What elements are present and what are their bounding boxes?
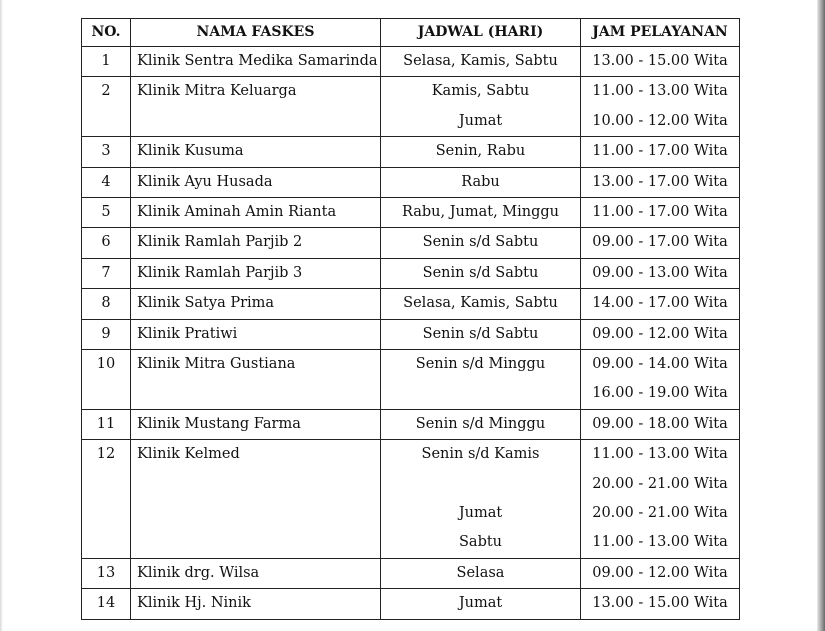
row-number: 1: [82, 47, 131, 77]
hour-line: 14.00 - 17.00 Wita: [592, 295, 728, 312]
hour-line: 13.00 - 15.00 Wita: [592, 53, 728, 69]
page-edge-left: [0, 0, 3, 631]
schedule-days: [381, 137, 581, 167]
facility-name: Klinik Mustang Farma: [131, 409, 381, 439]
schedule-table: [81, 18, 740, 620]
schedule-days: [381, 409, 581, 439]
service-hours: [581, 589, 740, 619]
schedule-days: [381, 440, 581, 559]
hour-line: 09.00 - 12.00 Wita: [592, 325, 728, 342]
day-line: Selasa, Kamis, Sabtu: [403, 295, 558, 312]
schedule-days: [381, 77, 581, 137]
hour-line: 20.00 - 21.00 Wita: [592, 475, 728, 492]
day-line: Selasa: [456, 564, 505, 581]
schedule-days: [381, 167, 581, 197]
schedule-days: [381, 228, 581, 258]
hour-line: 20.00 - 21.00 Wita: [592, 505, 728, 521]
facility-name: Klinik Ramlah Parjib 2: [131, 228, 381, 258]
table-row: [82, 167, 740, 197]
facility-name: Klinik Sentra Medika Samarinda: [131, 47, 381, 77]
service-hours: [581, 137, 740, 167]
row-number: 4: [82, 167, 131, 197]
facility-name: Klinik Ayu Husada: [131, 167, 381, 197]
row-number: 12: [82, 440, 131, 559]
schedule-days: [381, 589, 581, 619]
hour-line: 11.00 - 17.00 Wita: [592, 143, 728, 160]
row-number: 3: [82, 137, 131, 167]
table-row: [82, 77, 740, 137]
day-line: Kamis, Sabtu: [431, 83, 530, 100]
table-row: [82, 319, 740, 349]
day-line: Selasa, Kamis, Sabtu: [403, 53, 558, 69]
hour-line: 13.00 - 17.00 Wita: [592, 173, 728, 190]
service-hours: [581, 319, 740, 349]
day-line: Senin s/d Sabtu: [422, 325, 539, 342]
service-hours: [581, 228, 740, 258]
header-hour: JAM PELAYANAN: [581, 19, 740, 47]
service-hours: [581, 167, 740, 197]
day-line: Rabu, Jumat, Minggu: [401, 204, 560, 220]
day-line: Senin s/d Minggu: [415, 415, 546, 432]
day-line: Sabtu: [458, 534, 503, 551]
service-hours: [581, 409, 740, 439]
schedule-days: [381, 319, 581, 349]
facility-name: Klinik Mitra Gustiana: [131, 350, 381, 410]
hour-line: 13.00 - 15.00 Wita: [592, 595, 728, 612]
schedule-days: [381, 258, 581, 288]
header-name: NAMA FASKES: [131, 19, 381, 47]
facility-name: Klinik drg. Wilsa: [131, 558, 381, 588]
row-number: 10: [82, 350, 131, 410]
table-row: [82, 198, 740, 228]
row-number: 14: [82, 589, 131, 619]
day-line: Senin s/d Kamis: [421, 446, 540, 463]
table-row: [82, 137, 740, 167]
service-hours: [581, 77, 740, 137]
row-number: 2: [82, 77, 131, 137]
row-number: 6: [82, 228, 131, 258]
day-line: [381, 379, 580, 408]
table-body: [82, 47, 740, 620]
day-line: Senin s/d Minggu: [415, 356, 546, 373]
header-no: NO.: [82, 19, 131, 47]
table-row: [82, 440, 740, 559]
day-line: Senin s/d Sabtu: [422, 234, 539, 251]
facility-name: Klinik Kusuma: [131, 137, 381, 167]
facility-name: Klinik Pratiwi: [131, 319, 381, 349]
facility-name: Klinik Kelmed: [131, 440, 381, 559]
table-row: [82, 558, 740, 588]
day-line: Jumat: [458, 595, 503, 612]
day-line: [381, 470, 580, 499]
hour-line: 11.00 - 13.00 Wita: [592, 446, 728, 463]
day-line: Rabu: [461, 173, 500, 190]
hour-line: 11.00 - 13.00 Wita: [592, 83, 728, 100]
day-line: Jumat: [458, 505, 503, 521]
day-line: Senin s/d Sabtu: [422, 264, 539, 281]
table-row: [82, 350, 740, 410]
schedule-days: [381, 198, 581, 228]
row-number: 11: [82, 409, 131, 439]
schedule-days: [381, 558, 581, 588]
header-day: JADWAL (HARI): [381, 19, 581, 47]
facility-name: Klinik Mitra Keluarga: [131, 77, 381, 137]
row-number: 8: [82, 289, 131, 319]
schedule-days: [381, 289, 581, 319]
facility-name: Klinik Satya Prima: [131, 289, 381, 319]
day-line: Jumat: [458, 112, 503, 129]
table-row: [82, 258, 740, 288]
row-number: 9: [82, 319, 131, 349]
facility-name: Klinik Hj. Ninik: [131, 589, 381, 619]
schedule-days: [381, 350, 581, 410]
hour-line: 16.00 - 19.00 Wita: [592, 385, 728, 402]
row-number: 13: [82, 558, 131, 588]
service-hours: [581, 289, 740, 319]
service-hours: [581, 198, 740, 228]
table-row: [82, 289, 740, 319]
facility-name: Klinik Aminah Amin Rianta: [131, 198, 381, 228]
schedule-days: [381, 47, 581, 77]
table-row: [82, 47, 740, 77]
page-edge-right: [817, 0, 825, 631]
table-row: [82, 228, 740, 258]
service-hours: [581, 350, 740, 410]
table-header-row: [82, 19, 740, 47]
service-hours: [581, 258, 740, 288]
day-line: Senin, Rabu: [435, 143, 526, 160]
table-row: [82, 589, 740, 619]
hour-line: 09.00 - 18.00 Wita: [592, 415, 728, 432]
row-number: 7: [82, 258, 131, 288]
service-hours: [581, 440, 740, 559]
service-hours: [581, 47, 740, 77]
service-hours: [581, 558, 740, 588]
hour-line: 09.00 - 12.00 Wita: [592, 564, 728, 581]
hour-line: 09.00 - 17.00 Wita: [592, 234, 728, 251]
hour-line: 11.00 - 17.00 Wita: [592, 204, 728, 220]
hour-line: 09.00 - 14.00 Wita: [592, 356, 728, 373]
hour-line: 10.00 - 12.00 Wita: [592, 112, 728, 129]
facility-name: Klinik Ramlah Parjib 3: [131, 258, 381, 288]
hour-line: 09.00 - 13.00 Wita: [592, 264, 728, 281]
row-number: 5: [82, 198, 131, 228]
table-row: [82, 409, 740, 439]
hour-line: 11.00 - 13.00 Wita: [592, 534, 728, 551]
